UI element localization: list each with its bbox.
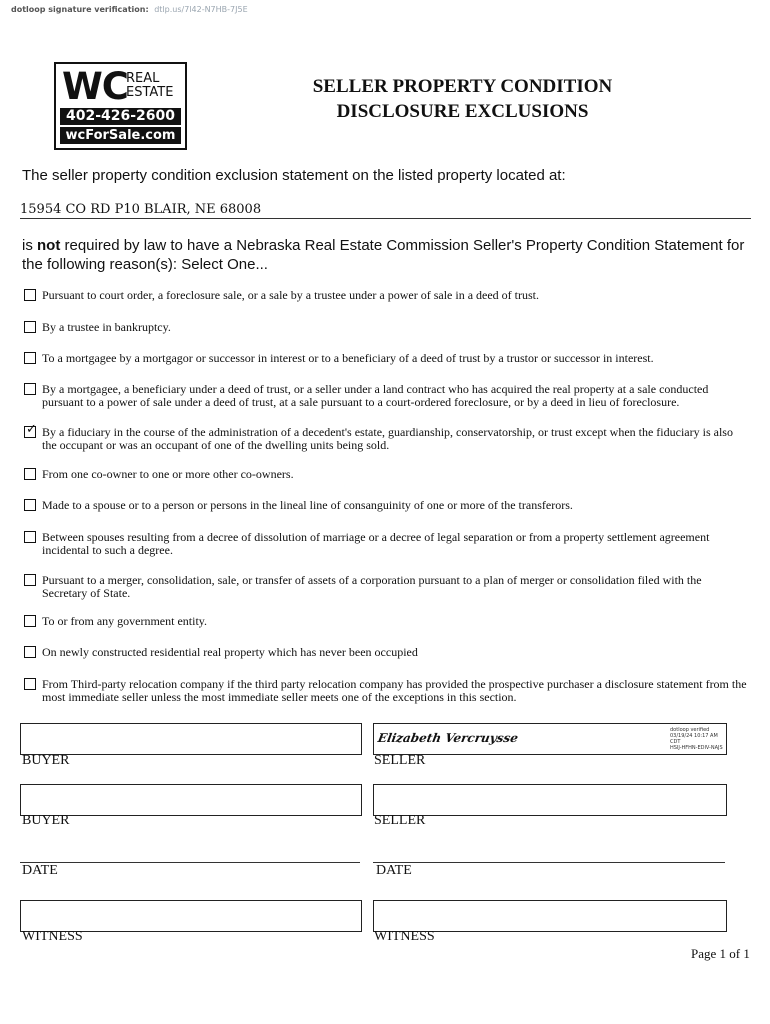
logo-website: wcForSale.com <box>60 127 181 144</box>
logo-real-estate <box>126 72 173 100</box>
buyer-signature-box-2[interactable] <box>20 784 362 816</box>
address-underline <box>20 218 751 219</box>
option-checkbox[interactable] <box>24 468 36 480</box>
option-checkbox[interactable] <box>24 646 36 658</box>
option-checkbox[interactable] <box>24 531 36 543</box>
title-line2: DISCLOSURE EXCLUSIONS <box>336 101 589 122</box>
option-text: By a trustee in bankruptcy. <box>42 320 171 334</box>
date-label-2: DATE <box>376 863 412 878</box>
option-checkbox[interactable] <box>24 383 36 395</box>
dotloop-line2: 03/19/24 10:17 AM <box>670 733 718 739</box>
verification-link[interactable]: dtlp.us/7l42-N7HB-7J5E <box>154 5 248 14</box>
option-text: Pursuant to a merger, consolidation, sale, or transfer of assets of a corporation pursuant to a plan of merger or consolidation filed with the Secretary of State. <box>42 573 702 600</box>
option-checkbox[interactable] <box>24 678 36 690</box>
option-checkbox[interactable] <box>24 352 36 364</box>
dotloop-line3: CDT <box>670 739 681 745</box>
intro-text: The seller property condition exclusion statement on the listed property located at: <box>22 167 566 184</box>
option-text: To or from any government entity. <box>42 614 208 628</box>
exclusion-option <box>24 678 748 704</box>
option-checkbox[interactable] <box>24 321 36 333</box>
witness-box-1[interactable] <box>20 900 362 932</box>
buyer-label-2: BUYER <box>22 813 70 828</box>
exclusion-option <box>24 615 748 628</box>
option-text: By a fiduciary in the course of the administration of a decedent's estate, guardianship, conservatorship, or trust except when the fiduciary is also the occupant or was an occupant of one of the dwelling units being sold. <box>42 425 733 452</box>
logo-brand: WC <box>62 65 128 108</box>
exclusion-option <box>24 499 748 512</box>
option-checkbox[interactable] <box>24 615 36 627</box>
requirement-emphasis: not <box>37 237 61 254</box>
requirement-suffix: required by law to have a Nebraska Real Estate Commission Seller's Property Condition Statement for the following reason(s): Select One... <box>22 237 745 273</box>
option-text: From one co-owner to one or more other co-owners. <box>42 467 294 481</box>
seller-signature: Elizabeth Vercruysse <box>376 731 520 745</box>
option-text: On newly constructed residential real property which has never been occupied <box>42 645 418 659</box>
title-line1: SELLER PROPERTY CONDITION <box>312 76 613 97</box>
checkmark-icon: ✓ <box>26 422 37 437</box>
option-text: From Third-party relocation company if the third party relocation company has provided the prospective purchaser a disclosure statement from the most immediate seller unless the most immediate seller meets one of the exceptions in this section. <box>42 677 747 704</box>
document-title <box>270 74 655 124</box>
logo-line2: ESTATE <box>126 85 174 100</box>
option-checkbox[interactable] <box>24 499 36 511</box>
option-checkbox[interactable] <box>24 422 37 438</box>
buyer-date-line[interactable] <box>20 862 360 863</box>
exclusion-option <box>24 468 748 481</box>
dotloop-verification <box>11 5 248 14</box>
date-label-1: DATE <box>22 863 58 878</box>
exclusion-option <box>24 383 748 409</box>
witness-label-2: WITNESS <box>374 929 435 944</box>
exclusion-option <box>24 321 748 334</box>
seller-date-line[interactable] <box>373 862 725 863</box>
seller-signature-box-2[interactable] <box>373 784 727 816</box>
dotloop-verified-stamp <box>670 727 723 751</box>
dotloop-line4: HSIJ-HFHN-EDIV-NAJS <box>670 745 723 751</box>
option-text: Between spouses resulting from a decree of dissolution of marriage or a decree of legal separation or from a property settlement agreement incidental to such a degree. <box>42 530 710 557</box>
exclusion-option <box>24 352 748 365</box>
witness-label-1: WITNESS <box>22 929 83 944</box>
property-address[interactable]: 15954 CO RD P10 BLAIR, NE 68008 <box>20 202 262 217</box>
option-checkbox[interactable] <box>24 574 36 586</box>
option-checkbox[interactable] <box>24 289 36 301</box>
verification-label: dotloop signature verification: <box>11 5 149 14</box>
exclusion-option <box>24 289 748 302</box>
page-number: Page 1 of 1 <box>691 946 750 961</box>
buyer-signature-box-1[interactable] <box>20 723 362 755</box>
exclusion-option <box>24 422 748 452</box>
exclusion-option <box>24 574 748 600</box>
buyer-label-1: BUYER <box>22 753 70 768</box>
option-text: Made to a spouse or to a person or persons in the lineal line of consanguinity of one or more of the transferors. <box>42 498 573 512</box>
logo-line1: REAL <box>126 71 160 86</box>
logo-phone: 402-426-2600 <box>60 108 181 125</box>
dotloop-line1: dotloop verified <box>670 727 710 733</box>
seller-label-1: SELLER <box>374 753 426 768</box>
requirement-statement <box>22 236 752 274</box>
exclusion-option <box>24 646 748 659</box>
exclusion-option <box>24 531 748 557</box>
option-text: By a mortgagee, a beneficiary under a deed of trust, or a seller under a land contract who has acquired the real property at a sale conducted pursuant to a power of sale under a deed of trust, at a sale pursuant to a court-ordered foreclosure, or by a deed in lieu of foreclosure. <box>42 382 709 409</box>
option-text: Pursuant to court order, a foreclosure sale, or a sale by a trustee under a power of sale in a deed of trust. <box>42 288 540 302</box>
witness-box-2[interactable] <box>373 900 727 932</box>
option-text: To a mortgagee by a mortgagor or successor in interest or to a beneficiary of a deed of trust by a trustor or successor in interest. <box>42 351 654 365</box>
requirement-prefix: is <box>22 237 37 254</box>
company-logo <box>54 62 187 150</box>
seller-label-2: SELLER <box>374 813 426 828</box>
